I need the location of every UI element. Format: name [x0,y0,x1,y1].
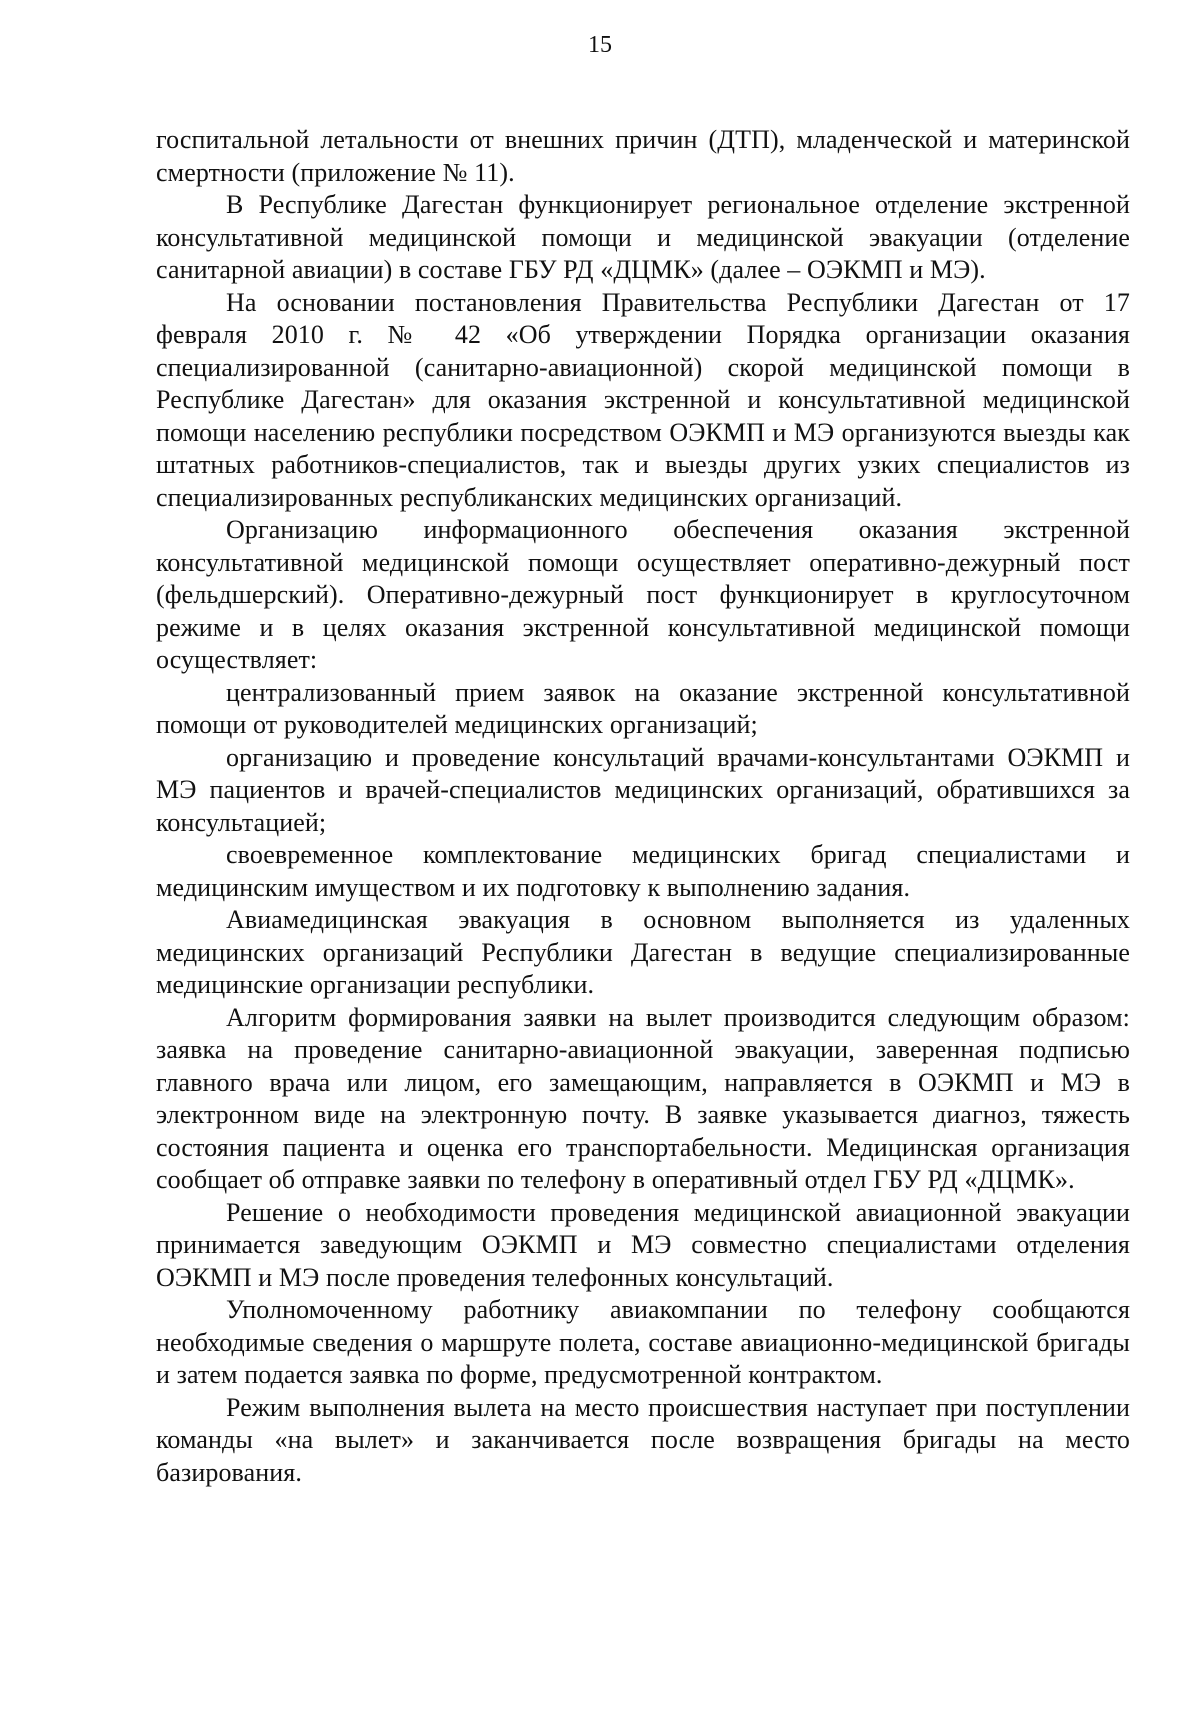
document-body [156,124,1130,1489]
paragraph: Авиамедицинская эвакуация в основном выполняется из удаленных медицинских организаций Республики Дагестан в ведущие специализированные медицинские организации республики. [156,905,1130,999]
paragraph: Алгоритм формирования заявки на вылет производится следующим образом: заявка на проведение санитарно-авиационной эвакуации, заверенная подписью главного врача или лицом, его замещающим, направляется в ОЭКМП и МЭ в электронном виде на электронную почту. В заявке указывается диагноз, тяжесть состояния пациента и оценка его транспортабельности. Медицинская организация сообщает об отправке заявки по телефону в оперативный отдел ГБУ РД «ДЦМК». [156,1002,1130,1194]
page-number: 15 [588,32,612,58]
paragraph: Режим выполнения вылета на место происшествия наступает при поступлении команды «на вылет» и заканчивается после возвращения бригады на место базирования. [156,1392,1130,1487]
paragraph: госпитальной летальности от внешних причин (ДТП), младенческой и материнской смертности (приложение № 11). [156,125,1130,187]
list-item: своевременное комплектование медицинских бригад специалистами и медицинским имуществом и их подготовку к выполнению задания. [156,840,1130,902]
paragraph: На основании постановления Правительства Республики Дагестан от 17 февраля 2010 г. № 42 «Об утверждении Порядка организации оказания специализированной (санитарно-авиационной) скорой медицинской помощи в Республике Дагестан» для оказания экстренной и консультативной медицинской помощи населению республики посредством ОЭКМП и МЭ организуются выезды как штатных работников-специалистов, так и выезды других узких специалистов из специализированных республиканских медицинских организаций. [156,287,1130,512]
paragraph: Уполномоченному работнику авиакомпании по телефону сообщаются необходимые сведения о маршруте полета, составе авиационно-медицинской бригады и затем подается заявка по форме, предусмотренной контрактом. [156,1295,1130,1389]
paragraph: В Республике Дагестан функционирует региональное отделение экстренной консультативной медицинской помощи и медицинской эвакуации (отделение санитарной авиации) в составе ГБУ РД «ДЦМК» (далее – ОЭКМП и МЭ). [156,190,1130,284]
list-item: организацию и проведение консультаций врачами-консультантами ОЭКМП и МЭ пациентов и врачей-специалистов медицинских организаций, обратившихся за консультацией; [156,742,1130,837]
list-item: централизованный прием заявок на оказание экстренной консультативной помощи от руководителей медицинских организаций; [156,677,1130,739]
paragraph: Решение о необходимости проведения медицинской авиационной эвакуации принимается заведующим ОЭКМП и МЭ совместно специалистами отделения ОЭКМП и МЭ после проведения телефонных консультаций. [156,1197,1130,1292]
paragraph: Организацию информационного обеспечения оказания экстренной консультативной медицинской помощи осуществляет оперативно-дежурный пост (фельдшерский). Оперативно-дежурный пост функционирует в круглосуточном режиме и в целях оказания экстренной консультативной медицинской помощи осуществляет: [156,515,1130,674]
